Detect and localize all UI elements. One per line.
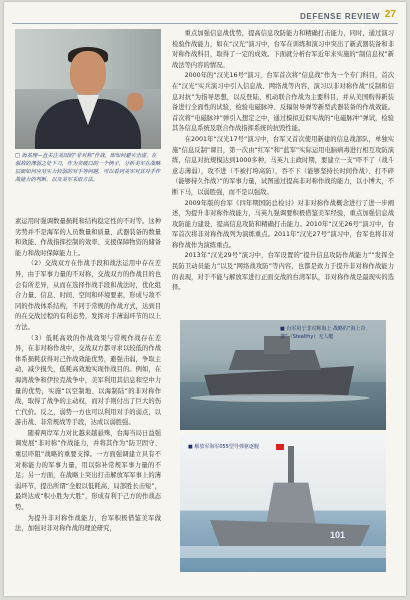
- hull-number: 101: [330, 530, 346, 540]
- paragraph: 在2001年“汉光17号”演习中，台军又首次使用新建的信息战部队，单独实施“信息反制”课目，第一次由“红军”和“蓝军”实际运用电脑病毒进行相互攻防演练，信息对抗规模达到1000多种，马英九主政时期，要建立一支“吓不了（战斗意志薄弱），攻不进（不被打垮高防），吞不下（能够坚持长时间作战）、打不碎（能够持久作战）”的军事力量，试图通过提高非对称作战的能力，以小博大，不断下马，以弱胜强，而不是以强敌。: [172, 135, 394, 196]
- magazine-page: [4, 2, 406, 596]
- paragraph: （3）低耗高效的作战效果与常规作战存在差异，在非对称作战中，交战双方都寻求以较低的作战体系损耗获得对己作战效能优势，避强击弱，争取主动，减少损失，低耗高效地实现作战目的。例如，在海湾战争和伊拉克战争中，美军利用其信息和空中力量的优势，实施“以空制地、以海制陆”的非对称作战，取得了战争的主动权，而对手则付出了巨大的伤亡代价。反之，弱势一方也可以利用对手的弱点，以游击战、非常规战等手段，达成以弱胜强。: [15, 334, 161, 427]
- paragraph: 2000年的“汉光16号”演习，台军首次将“信息战”作为一个专门科目，首次在“汉光”实兵演习中引入信息战、网络战等内容，演习以非对称作战“反制和信息对抗”为指导思想，以反登陆、机动联合作战为主要科目，并从美国购得新装备进行全面性的试验，检验电磁脉冲、反辐射导弹等新型武器装备的作战效能。首次将“电磁脉冲”弹引入想定之中，通过模拟近似实战的“电磁脉冲”弹试，检验其各信息系统及联合作战指挥系统的抗毁性能。: [172, 72, 394, 133]
- paragraph: 2009年版的台军《四年期国防总检讨》对非对称作战概念进行了进一步阐述，为提升非对称作战能力，马英九强调要积极借鉴美军经验，重点加强信息战攻防能力建设，提高信息攻防和精确打击能力。2010年“汉光26号”演习中，台军首次将非对称作战列为演练重点。2011年“汉光27号”演习中，台军也将非对称作战作为演练重点。: [172, 199, 394, 249]
- paragraph: 素运用时强调数量损耗和结构稳定性的不对等。这种劣势并不是海军的人员数量和质量、武器装备的数量和效能、作战指挥控制的效率、支援保障物资的储备能力和战时保障能力上。: [15, 218, 161, 257]
- unmanned-boat-caption: ■ 台军用于非对称海上 战略的“海上奇袭”（Stealthy）无人艇: [280, 326, 366, 340]
- flag-icon: [276, 444, 284, 450]
- paragraph: （2）交战双方在作战手段和战法运用中存在差异，由于军事力量的不对称，交战双方的作战目的也会有所差异，从而在选择作战手段和战法时，优化组合力量、信息、时间、空间和环境要素，形成与敌不同的作战体系结构，不同于常规的作战方式，达到目的在交战过程的有利态势，发挥对手薄弱环节的以上方法。: [15, 260, 161, 331]
- magazine-brand: DEFENSE REVIEW: [300, 12, 380, 21]
- destroyer-photo: [180, 434, 386, 572]
- paragraph: 随着两岸军力对比越来越悬殊，台海当局日益强调发展“非对称”作战能力，并将其作为“防卫固守、重层吓阻”战略的重要支撑。一方面强调建立具有不对称能力的军事力量，用以弥补常规军事力量的不足；另一方面，在战略上突出打击解放军军事上的薄弱环节，提出所谓“全般以低耗高、局部胜长击短”，最终达成“积小胜为大胜”，形成有利于己方的作战态势。: [15, 429, 161, 512]
- paragraph: 重点加强信息战优势，提高信息攻防能力和精确打击能力，同时，通过演习检验作战能力，如在“汉光”演习中，台军在训练和演习中突出了新武器装备和非对称作战科目，取得了一定的成效。下面就分析台军近年来实施的“制信息权”新战法等内容的情况。: [172, 30, 394, 69]
- right-column-body: [172, 29, 394, 294]
- header-rule: [12, 23, 398, 24]
- unmanned-boat-photo: [180, 320, 386, 430]
- page-number: 27: [384, 9, 396, 20]
- destroyer-caption: ■ 解放军海军055型导弹驱逐舰: [188, 444, 259, 450]
- left-column-body: [15, 217, 161, 535]
- paragraph: 为提升非对称作战能力，台军积极借鉴美军做法，加强对非对称作战的理论研究，: [15, 514, 161, 533]
- portrait-photo: [15, 29, 161, 149]
- portrait-caption: □ 海基理—直关注美国的“非对称”作战，即如何避实击虚，在强敌的薄弱之处下刀，作为突破口的一个例子，分析美军在战略层面如何应对实力较弱的对手等问题，可以看到美军对其对手作战能力的判断、以及美军采取方法。: [15, 153, 161, 183]
- page-header: [4, 2, 406, 30]
- paragraph: 2013年“汉光29号”演习中，台军设置的“提升信息攻防作战能力”“发挥全民防卫动员能力”以及“网络战攻防”等内容，也都是致力于提升非对称作战能力的表现，对于不能与解放军进行正面交战的台湾军队，非对称作战是最现实的选择。: [172, 252, 394, 292]
